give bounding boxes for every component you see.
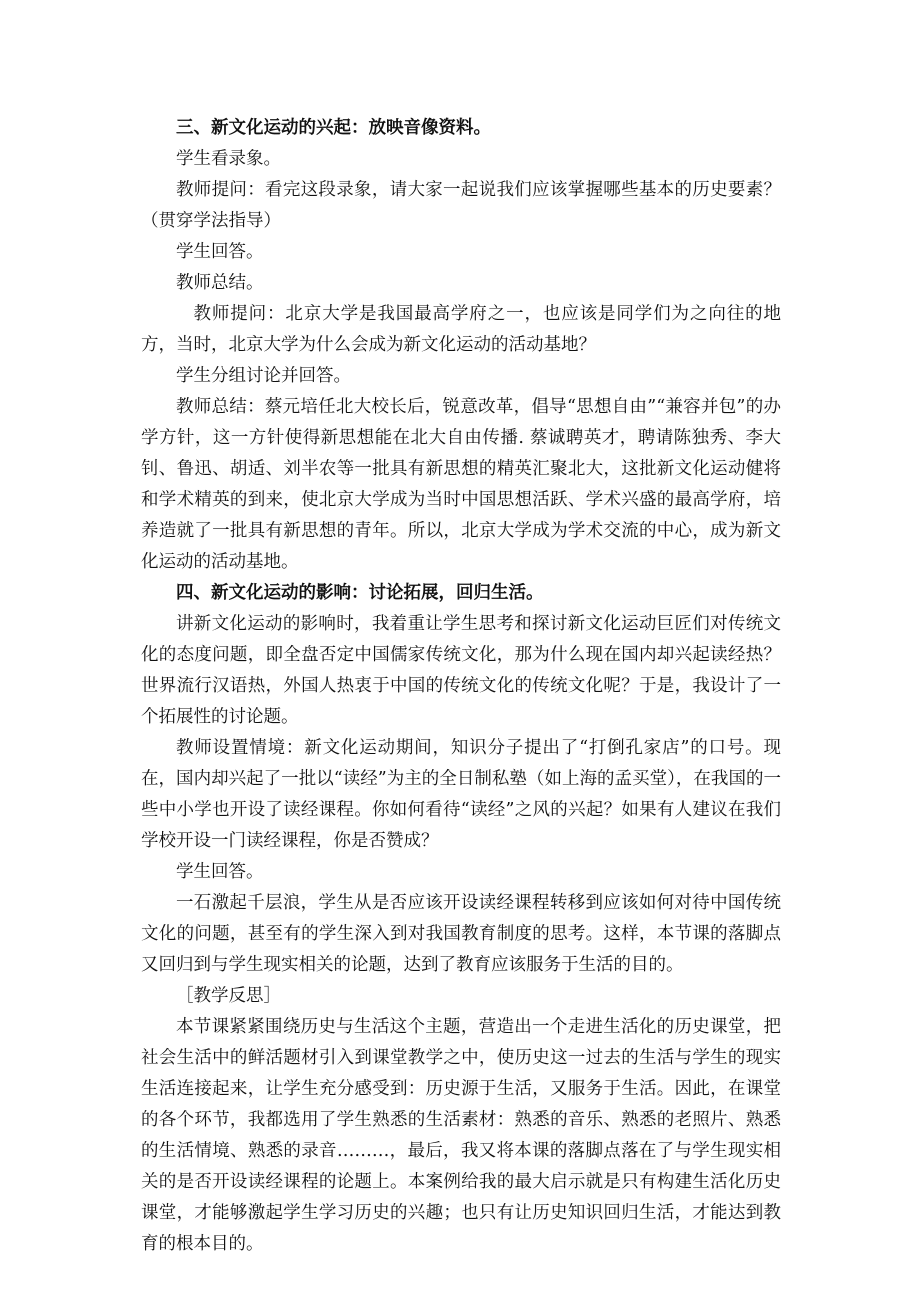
paragraph-teacher-scenario: 教师设置情境：新文化运动期间，知识分子提出了“打倒孔家店”的口号。现在，国内却兴起了一批以“读经”为主的全日制私塾（如上海的孟买堂），在我国的一些中小学也开设了读经课程。你如何看待“读经”之风的兴起？如果有人建议在我们学校开设一门读经课程，你是否赞成？ — [141, 738, 781, 851]
paragraph-teacher-question-1: 教师提问：看完这段录象，请大家一起说我们应该掌握哪些基本的历史要素？（贯穿学法指导） — [141, 180, 781, 231]
paragraph-students-answer-2: 学生回答。 — [176, 862, 264, 882]
paragraph-influence-intro: 讲新文化运动的影响时，我着重让学生思考和探讨新文化运动巨匠们对传统文化的态度问题，即全盘否定中国儒家传统文化，那为什么现在国内却兴起读经热？世界流行汉语热，外国人热衷于中国的传统文化的传统文化呢？于是，我设计了一个拓展性的讨论题。 — [141, 614, 781, 727]
paragraph-discussion-result: 一石激起千层浪，学生从是否应该开设读经课程转移到应该如何对待中国传统文化的问题，甚至有的学生深入到对我国教育制度的思考。这样，本节课的落脚点又回归到与学生现实相关的论题，达到了教育应该服务于生活的目的。 — [141, 893, 781, 975]
paragraph-reflection: 本节课紧紧围绕历史与生活这个主题，营造出一个走进生活化的历史课堂，把社会生活中的鲜活题材引入到课堂教学之中，使历史这一过去的生活与学生的现实生活连接起来，让学生充分感受到：历史源于生活，又服务于生活。因此，在课堂的各个环节，我都选用了学生熟悉的生活素材：熟悉的音乐、熟悉的老照片、熟悉的生活情境、熟悉的录音………，最后，我又将本课的落脚点落在了与学生现实相关的是否开设读经课程的论题上。本案例给我的最大启示就是只有构建生活化历史课堂，才能够激起学生学习历史的兴趣；也只有让历史知识回归生活，才能达到教育的根本目的。 — [141, 1017, 781, 1254]
paragraph-teacher-summary-2: 教师总结：蔡元培任北大校长后，锐意改革，倡导“思想自由”“兼容并包”的办学方针，这一方针使得新思想能在北大自由传播. 蔡诚聘英才，聘请陈独秀、李大钊、鲁迅、胡适、刘半农等一批具有新思想的精英汇聚北大，这批新文化运动健将和学术精英的到来，使北京大学成为当时中国思想活跃、学术兴盛的最高学府，培养造就了一批具有新思想的青年。所以，北京大学成为学术交流的中心，成为新文化运动的活动基地。 — [141, 397, 781, 572]
section-heading-4: 四、新文化运动的影响：讨论拓展，回归生活。 — [176, 583, 544, 603]
paragraph-group-discussion: 学生分组讨论并回答。 — [176, 366, 351, 386]
section-heading-3: 三、新文化运动的兴起：放映音像资料。 — [176, 118, 491, 138]
paragraph-teacher-question-2: 教师提问：北京大学是我国最高学府之一，也应该是同学们为之向往的地方，当时，北京大学为什么会成为新文化运动的活动基地？ — [141, 304, 781, 355]
paragraph-students-watch: 学生看录象。 — [176, 149, 281, 169]
reflection-heading: ［教学反思］ — [176, 986, 281, 1006]
document-body — [141, 113, 781, 1260]
paragraph-students-answer-1: 学生回答。 — [176, 242, 264, 262]
paragraph-teacher-summary-1: 教师总结。 — [176, 273, 264, 293]
